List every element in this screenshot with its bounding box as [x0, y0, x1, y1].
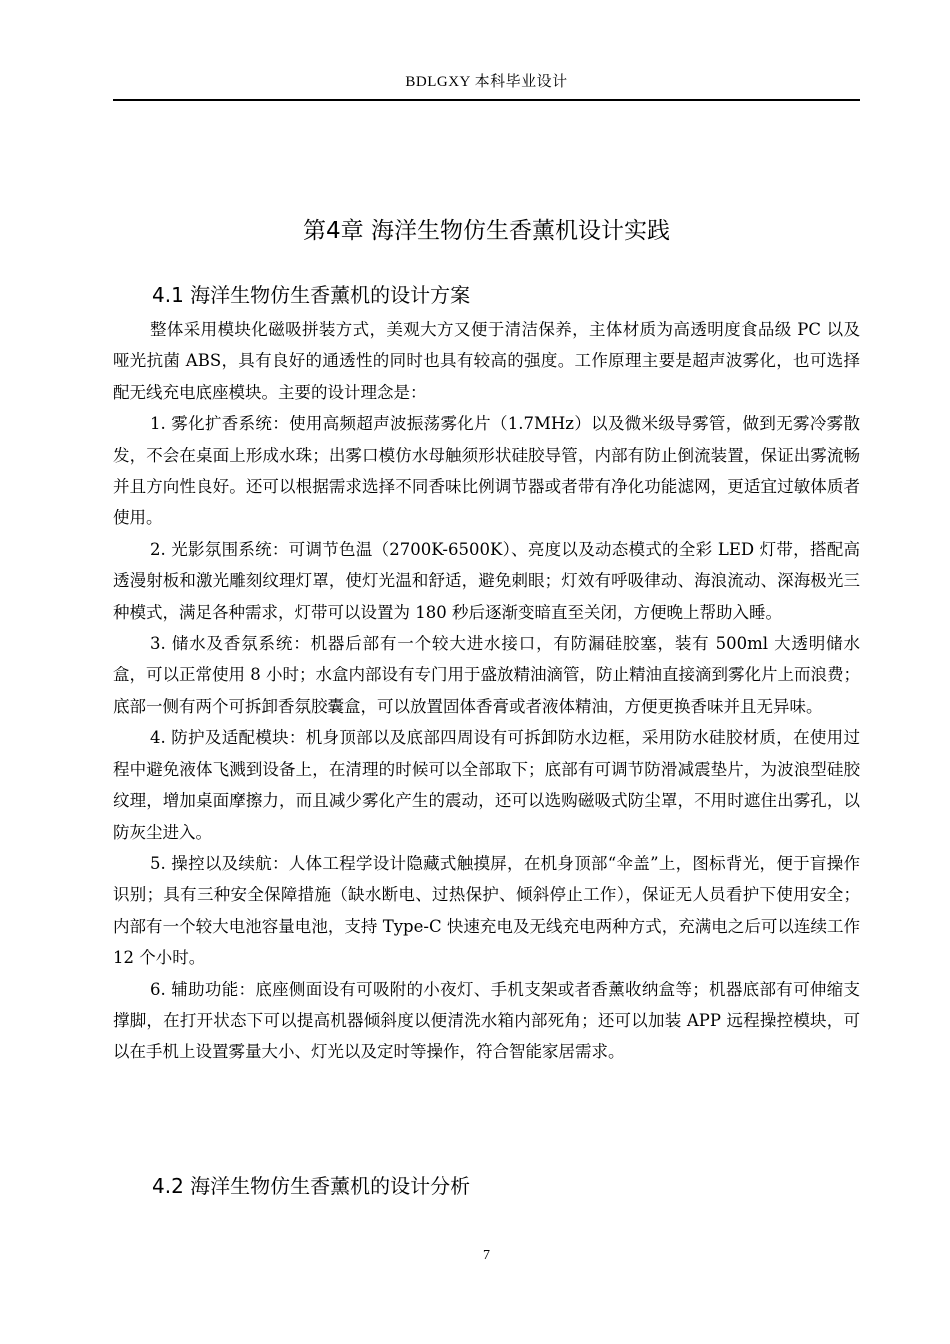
paragraph-intro: 整体采用模块化磁吸拼装方式，美观大方又便于清洁保养，主体材质为高透明度食品级 PC 以及哑光抗菌 ABS，具有良好的通透性的同时也具有较高的强度。工作原理主要是超声波雾化，也可选择配无线充电底座模块。主要的设计理念是： [113, 320, 860, 402]
page-number: 7 [483, 1248, 490, 1263]
chapter-title: 第4章 海洋生物仿生香薰机设计实践 [303, 218, 670, 244]
paragraph-item-5: 5. 操控以及续航：人体工程学设计隐藏式触摸屏，在机身顶部“伞盖”上，图标背光，便于盲操作识别；具有三种安全保障措施（缺水断电、过热保护、倾斜停止工作），保证无人员看护下使用安全；内部有一个较大电池容量电池，支持 Type-C 快速充电及无线充电两种方式，充满电之后可以连续工作 12 个小时。 [113, 853, 860, 968]
header-divider [113, 99, 860, 101]
paragraph-item-3: 3. 储水及香氛系统：机器后部有一个较大进水接口，有防漏硅胶塞，装有 500ml 大透明储水盒，可以正常使用 8 小时；水盒内部设有专门用于盛放精油滴管，防止精油直接滴到雾化片上而浪费；底部一侧有两个可拆卸香氛胶囊盒，可以放置固体香膏或者液体精油，方便更换香味并且无异味。 [113, 634, 860, 716]
body-text [113, 314, 860, 1068]
paragraph-item-6: 6. 辅助功能：底座侧面设有可吸附的小夜灯、手机支架或者香薰收纳盒等；机器底部有可伸缩支撑脚，在打开状态下可以提高机器倾斜度以便清洗水箱内部死角；还可以加装 APP 远程操控模块，可以在手机上设置雾量大小、灯光以及定时等操作，符合智能家居需求。 [113, 979, 860, 1062]
section-heading-4-1: 4.1 海洋生物仿生香薰机的设计方案 [152, 283, 471, 307]
section-heading-4-2: 4.2 海洋生物仿生香薰机的设计分析 [152, 1174, 471, 1198]
paragraph-item-4: 4. 防护及适配模块：机身顶部以及底部四周设有可拆卸防水边框，采用防水硅胶材质，在使用过程中避免液体飞溅到设备上，在清理的时候可以全部取下；底部有可调节防滑减震垫片，为波浪型硅胶纹理，增加桌面摩擦力，而且减少雾化产生的震动，还可以选购磁吸式防尘罩，不用时遮住出雾孔，以防灰尘进入。 [113, 728, 860, 842]
paragraph-item-1: 1. 雾化扩香系统：使用高频超声波振荡雾化片（1.7MHz）以及微米级导雾管，做到无雾冷雾散发，不会在桌面上形成水珠；出雾口模仿水母触须形状硅胶导管，内部有防止倒流装置，保证出雾流畅并且方向性良好。还可以根据需求选择不同香味比例调节器或者带有净化功能滤网，更适宜过敏体质者使用。 [113, 414, 860, 528]
page-header: BDLGXY 本科毕业设计 [405, 74, 568, 90]
paragraph-item-2: 2. 光影氛围系统：可调节色温（2700K-6500K）、亮度以及动态模式的全彩 LED 灯带，搭配高透漫射板和激光雕刻纹理灯罩，使灯光温和舒适，避免刺眼；灯效有呼吸律动、海浪流动、深海极光三种模式，满足各种需求，灯带可以设置为 180 秒后逐渐变暗直至关闭，方便晚上帮助入睡。 [113, 539, 860, 622]
